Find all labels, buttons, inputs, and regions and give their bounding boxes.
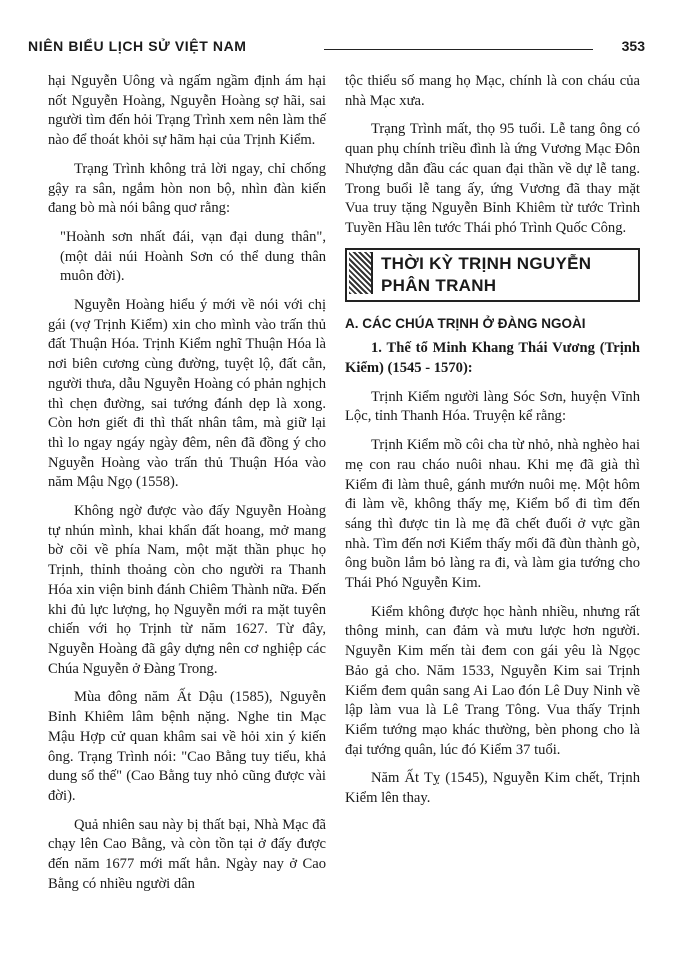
paragraph: Nguyễn Hoàng hiểu ý mới về nói với chị gái (vợ Trịnh Kiểm) xin cho mình vào trấn thủ đất Thuận Hóa. Trịnh Kiểm nghĩ Thuận Hóa là nơi biên cương cùng đường, tuyệt lộ, đất cằn, người thưa, dẫu Nguyễn Hoàng có phản nghịch thì chẹn đường, sai tướng đánh dẹp là xong. Còn hơn giết đi thì thất nhân tâm, mà giữ lại thì lo ngay ngáy ngày đêm, nên đã đồng ý cho Nguyễn Hoàng vào trấn thủ Thuận Hóa vào năm Mậu Ngọ (1558). <box>48 297 326 491</box>
section-heading <box>345 248 640 302</box>
ruler-title: 1. Thế tổ Minh Khang Thái Vương (Trịnh Kiểm) (1545 - 1570): <box>345 340 640 377</box>
right-column <box>345 72 640 818</box>
left-column <box>48 72 326 903</box>
paragraph: Trạng Trình không trả lời ngay, chỉ chống gậy ra sân, ngắm hòn non bộ, nhìn đàn kiến đang bò mà nói bâng quơ rằng: <box>48 160 326 217</box>
running-title: NIÊN BIỂU LỊCH SỬ VIỆT NAM <box>28 38 247 54</box>
paragraph: Quả nhiên sau này bị thất bại, Nhà Mạc đã chạy lên Cao Bằng, và còn tồn tại ở đấy được đến năm 1677 mới mất hẳn. Ngày nay ở Cao Bằng có nhiều người dân <box>48 816 326 892</box>
paragraph: tộc thiểu số mang họ Mạc, chính là con cháu của nhà Mạc xưa. <box>345 73 640 109</box>
section-heading-text <box>381 253 632 297</box>
subsection-heading: A. CÁC CHÚA TRỊNH Ở ĐÀNG NGOÀI <box>345 315 586 331</box>
header-rule <box>324 49 593 50</box>
paragraph: Kiểm không được học hành nhiều, nhưng rất thông minh, can đảm và mưu lược hơn người. Nguyễn Kim mến tài đem con gái yêu là Ngọc Bảo gả cho. Năm 1533, Nguyễn Kim sai Trịnh Kiểm đem quân sang Ai Lao đón Lê Duy Ninh về lập làm vua là Lê Trang Tông. Vua thấy Trịnh Kiểm tướng mạo khác thường, bèn phong cho là đại tướng quân, lúc đó Kiểm 37 tuổi. <box>345 603 640 758</box>
paragraph: Mùa đông năm Ất Dậu (1585), Nguyễn Bỉnh Khiêm lâm bệnh nặng. Nghe tin Mạc Mậu Hợp cử quan khâm sai về hỏi xin ý kiến ông. Trạng Trình nói: "Cao Bằng tuy tiểu, khả dung sổ thế" (Cao Bằng tuy nhỏ cũng được vài đời). <box>48 689 326 804</box>
section-heading-line: PHÂN TRANH <box>381 275 497 295</box>
section-heading-line: THỜI KỲ TRỊNH NGUYỄN <box>381 253 592 273</box>
paragraph: Năm Ất Tỵ (1545), Nguyễn Kim chết, Trịnh Kiểm lên thay. <box>345 770 640 807</box>
page-number: 353 <box>621 38 645 54</box>
paragraph: Trịnh Kiểm mồ côi cha từ nhỏ, nhà nghèo hai mẹ con rau cháo nuôi nhau. Khi mẹ đã già thì Kiểm đi làm thuê, gánh mướn nuôi mẹ. Một hôm đi làm về, không thấy mẹ, Kiểm bổ đi tìm đến sáng thì được tin là mẹ đã chết đuối ở vực gần nhà. Tìm đến nơi Kiểm thấy mối đã đùn thành gò, ông buồn lắm bỏ làng ra đi, và làm gia tướng cho Thái Phó Nguyễn Kim. <box>345 437 640 592</box>
paragraph: Trạng Trình mất, thọ 95 tuổi. Lễ tang ông có quan phụ chính triều đình là ứng Vương Mạc Đôn Nhượng dẫn đầu các quan đại thần về dự lễ tang. Trong buổi lễ tang ấy, ứng Vương đã thay mặt Vua truy tặng Nguyễn Bỉnh Khiêm từ tước Trình Tuyền Hầu lên tước Thái phó Trình Quốc Công. <box>345 121 640 236</box>
quote-paragraph: "Hoành sơn nhất đái, vạn đại dung thân", (một dải núi Hoành Sơn có thể dung thân muôn đời). <box>60 228 326 285</box>
paragraph: Trịnh Kiểm người làng Sóc Sơn, huyện Vĩnh Lộc, tỉnh Thanh Hóa. Truyện kể rằng: <box>345 388 640 425</box>
page-header <box>28 36 645 58</box>
paragraph: hại Nguyễn Uông và ngấm ngầm định ám hại nốt Nguyễn Hoàng, Nguyễn Hoàng sợ hãi, sai người tìm đến hỏi Trạng Trình xem nên làm thế nào để thoát khỏi sự hãm hại của Trịnh Kiểm. <box>48 73 326 149</box>
paragraph: Không ngờ được vào đấy Nguyễn Hoàng tự nhún mình, khai khẩn đất hoang, mở mang bờ cõi về phía Nam, một mặt thần phục họ Trịnh, thỉnh thoảng còn cho người ra Thanh Hóa xin viện binh đánh Chiêm Thành nữa. Đến khi đủ lực lượng, họ Nguyễn mới ra mặt tuyên chiến với họ Trịnh từ năm 1627. Từ đây, Nguyễn Hoàng đã gây dựng nên cơ nghiệp các Chúa Nguyễn ở Đàng Trong. <box>48 503 326 677</box>
heading-ornament-icon <box>349 252 373 294</box>
